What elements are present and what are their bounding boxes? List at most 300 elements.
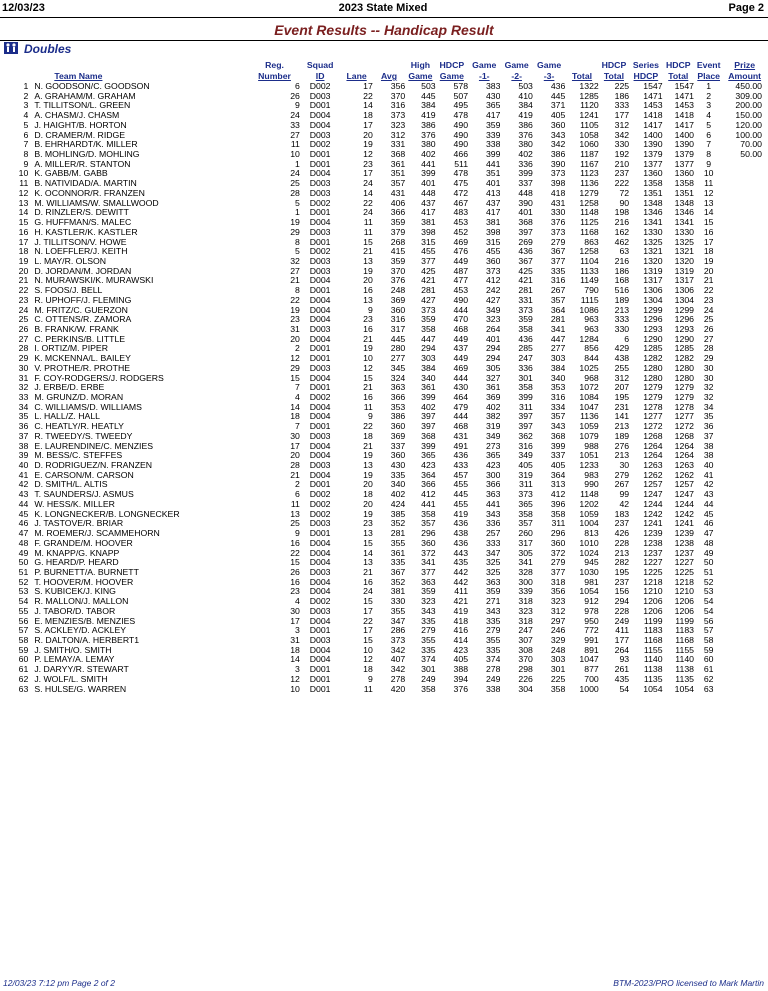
cell-lane: 23 (363, 315, 373, 325)
cell-lane: 20 (363, 499, 373, 509)
cell-event-place: 63 (703, 684, 714, 694)
cell-avg: 431 (390, 188, 406, 198)
cell-series-hdcp: 1377 (643, 159, 663, 169)
cell-reg-number: 5 (295, 198, 300, 208)
cell-high-game: 399 (421, 393, 436, 402)
cell-team-name: M. GRUNZ/D. MORAN (34, 393, 124, 402)
cell-game2: 328 (518, 567, 533, 577)
table-row (4, 82, 766, 92)
cell-event-place: 62 (703, 674, 714, 684)
cell-game1: 343 (485, 509, 501, 519)
cell-high-game: 301 (421, 665, 436, 675)
cell-team-name: C. HEATLY/R. HEATLY (34, 422, 124, 432)
table-row (4, 490, 766, 500)
cell-total: 950 (584, 616, 599, 626)
cell-game1: 381 (485, 218, 501, 228)
table-row (4, 636, 766, 646)
cell-game3: 405 (550, 111, 566, 121)
cell-team-name: A. CHASM/J. CHASM (34, 111, 120, 121)
cell-lane: 19 (363, 509, 373, 519)
table-row (4, 306, 766, 316)
cell-avg: 356 (390, 82, 406, 91)
cell-high-game: 294 (421, 344, 436, 354)
cell-prize-amount (723, 238, 766, 248)
cell-rank: 39 (18, 451, 29, 461)
cell-event-place: 15 (703, 218, 714, 228)
cell-hdcp-total: 162 (614, 227, 630, 237)
cell-prize-amount (723, 519, 766, 529)
cell-game3: 246 (550, 626, 566, 636)
cell-hdcp-total: 237 (614, 519, 630, 529)
cell-total: 863 (584, 237, 599, 247)
cell-squad-id: D004 (309, 295, 331, 305)
cell-high-game: 381 (421, 218, 436, 228)
cell-lane: 13 (363, 461, 373, 471)
table-row (4, 442, 766, 452)
cell-hdcp-total: 342 (614, 130, 630, 140)
cell-game3: 337 (550, 451, 566, 461)
divider (0, 17, 768, 18)
cell-event-place: 29 (703, 354, 714, 364)
cell-hdcp-total: 333 (614, 315, 630, 325)
cell-prize-amount (723, 374, 766, 384)
cell-hdcp-total2: 1140 (675, 655, 694, 665)
cell-squad-id: D004 (309, 645, 331, 655)
cell-high-game: 365 (421, 451, 436, 461)
cell-team-name: R. TWEEDY/S. TWEEDY (34, 431, 133, 441)
cell-hdcp-total: 186 (614, 91, 630, 101)
cell-reg-number: 6 (295, 82, 300, 91)
cell-hdcp-game: 467 (453, 198, 469, 208)
cell-prize-amount (723, 617, 766, 627)
cell-rank: 43 (18, 490, 29, 500)
cell-hdcp-game: 490 (453, 295, 469, 305)
cell-high-game: 374 (421, 655, 436, 665)
cell-hdcp-game: 452 (453, 227, 469, 237)
cell-event-place: 36 (703, 422, 714, 432)
cell-game3: 377 (550, 256, 566, 266)
cell-high-game: 384 (421, 363, 436, 373)
cell-reg-number: 23 (290, 587, 300, 597)
cell-series-hdcp: 1277 (643, 412, 663, 422)
cell-hdcp-game: 449 (453, 354, 469, 364)
cell-total: 1233 (579, 461, 599, 471)
col-series-hdcp: Series (632, 60, 659, 70)
cell-total: 1322 (579, 82, 599, 91)
cell-hdcp-total: 264 (614, 645, 630, 655)
cell-prize-amount (723, 218, 766, 228)
cell-hdcp-game: 472 (453, 188, 469, 198)
cell-prize-amount (723, 646, 766, 656)
cell-reg-number: 23 (290, 315, 300, 325)
cell-hdcp-total: 177 (614, 111, 630, 121)
cell-hdcp-game: 436 (453, 451, 469, 461)
cell-hdcp-game: 449 (453, 256, 469, 266)
cell-prize-amount (723, 471, 766, 481)
cell-event-place: 25 (703, 315, 714, 325)
cell-rank: 36 (18, 422, 29, 432)
cell-prize-amount (723, 257, 766, 267)
table-row (4, 364, 766, 374)
cell-avg: 360 (390, 305, 406, 315)
cell-rank: 22 (18, 286, 29, 296)
table-row (4, 121, 766, 131)
cell-squad-id: D002 (309, 247, 331, 257)
cell-game1: 412 (485, 276, 501, 286)
cell-prize-amount: 120.00 (735, 120, 762, 130)
cell-game2: 323 (518, 606, 533, 616)
cell-total: 1258 (579, 247, 599, 257)
cell-game3: 301 (550, 665, 566, 675)
cell-hdcp-total2: 1135 (675, 674, 694, 684)
cell-series-hdcp: 1210 (643, 587, 663, 597)
cell-prize-amount (723, 587, 766, 597)
cell-series-hdcp: 1227 (643, 558, 663, 568)
cell-total: 991 (584, 635, 599, 645)
cell-game3: 297 (550, 616, 566, 626)
cell-rank: 61 (18, 665, 29, 675)
cell-high-game: 335 (421, 645, 436, 655)
cell-squad-id: D004 (309, 276, 331, 286)
cell-squad-id: D004 (309, 441, 331, 451)
cell-total: 1060 (579, 140, 599, 150)
cell-avg: 280 (390, 344, 406, 354)
table-row (4, 626, 766, 636)
cell-game1: 339 (485, 130, 501, 140)
cell-reg-number: 15 (290, 373, 300, 383)
cell-event-place: 45 (703, 509, 714, 519)
cell-prize-amount: 309.00 (735, 91, 762, 101)
cell-hdcp-total: 333 (614, 101, 630, 111)
cell-total: 945 (584, 558, 599, 568)
table-row (4, 199, 766, 209)
table-row (4, 374, 766, 384)
cell-hdcp-game: 430 (453, 383, 469, 393)
cell-event-place: 48 (703, 538, 714, 548)
cell-total: 1054 (579, 587, 599, 597)
cell-avg: 316 (390, 101, 406, 111)
table-body (4, 82, 766, 694)
cell-game2: 384 (518, 101, 533, 111)
cell-rank: 54 (18, 597, 29, 607)
cell-game3: 312 (550, 606, 566, 616)
cell-team-name: J. TASTOVE/R. BRIAR (34, 519, 124, 529)
cell-hdcp-total: 195 (614, 567, 630, 577)
cell-hdcp-total2: 1346 (674, 208, 694, 218)
cell-high-game: 315 (421, 237, 436, 247)
cell-avg: 355 (390, 606, 406, 616)
cell-hdcp-total2: 1263 (674, 461, 694, 471)
cell-hdcp-total2: 1319 (674, 266, 694, 276)
cell-game3: 323 (550, 597, 566, 607)
cell-hdcp-total2: 1390 (674, 140, 694, 150)
cell-lane: 16 (363, 286, 373, 296)
table-row (4, 335, 766, 345)
event-title: Event Results -- Handicap Result (274, 22, 494, 38)
cell-event-place: 18 (703, 247, 714, 257)
cell-lane: 19 (363, 344, 373, 354)
cell-lane: 18 (363, 490, 373, 500)
cell-rank: 38 (18, 441, 29, 451)
cell-avg: 342 (390, 645, 406, 655)
section-label: Doubles (24, 42, 72, 56)
cell-squad-id: D002 (309, 490, 331, 500)
cell-game3: 316 (550, 393, 566, 402)
cell-hdcp-total2: 1206 (674, 597, 694, 607)
table-row (4, 325, 766, 335)
cell-prize-amount: 200.00 (735, 101, 762, 111)
cell-game3: 358 (550, 509, 566, 519)
cell-event-place: 38 (703, 441, 714, 451)
cell-team-name: B. FRANK/W. FRANK (34, 324, 119, 334)
cell-squad-id: D004 (309, 111, 331, 121)
cell-hdcp-game: 436 (453, 519, 469, 529)
cell-total: 1115 (580, 295, 599, 305)
cell-hdcp-total: 156 (614, 587, 630, 597)
cell-hdcp-total2: 1377 (674, 159, 694, 169)
table-row (4, 267, 766, 277)
cell-lane: 9 (367, 305, 373, 315)
cell-game2: 373 (518, 490, 533, 500)
cell-team-name: M. FRITZ/C. GUERZON (34, 305, 128, 315)
cell-hdcp-game: 444 (453, 412, 469, 422)
cell-hdcp-game: 478 (453, 111, 469, 121)
cell-game3: 398 (550, 179, 566, 189)
cell-game2: 307 (518, 635, 533, 645)
cell-high-game: 343 (421, 606, 436, 616)
cell-hdcp-total2: 1155 (675, 645, 694, 655)
table-row (4, 519, 766, 529)
cell-game2: 373 (518, 305, 533, 315)
cell-high-game: 402 (421, 402, 436, 412)
cell-team-name: D. RINZLER/S. DEWITT (34, 208, 129, 218)
col-hdcp-total-2: Total (603, 71, 624, 81)
section-heading (4, 42, 71, 56)
cell-event-place: 52 (703, 577, 714, 587)
cell-total: 1285 (579, 91, 599, 101)
cell-lane: 15 (363, 237, 373, 247)
cell-hdcp-total2: 1453 (674, 101, 694, 111)
cell-prize-amount (723, 539, 766, 549)
cell-game3: 334 (550, 402, 566, 412)
cell-hdcp-game: 394 (453, 674, 469, 684)
table-row (4, 587, 766, 597)
cell-game3: 353 (550, 383, 566, 393)
cell-game2: 503 (518, 82, 533, 91)
cell-squad-id: D003 (309, 227, 331, 237)
cell-series-hdcp: 1296 (643, 315, 663, 325)
cell-game1: 402 (485, 402, 501, 412)
table-row (4, 655, 766, 665)
cell-series-hdcp: 1320 (643, 256, 663, 266)
cell-game3: 330 (550, 208, 566, 218)
cell-hdcp-game: 469 (453, 363, 469, 373)
cell-squad-id: D003 (309, 324, 331, 334)
cell-squad-id: D002 (309, 140, 331, 150)
cell-rank: 60 (18, 655, 29, 665)
cell-hdcp-total2: 1379 (674, 150, 694, 160)
cell-hdcp-total2: 1206 (674, 606, 694, 616)
cell-squad-id: D004 (309, 373, 331, 383)
cell-total: 877 (584, 665, 599, 675)
cell-series-hdcp: 1453 (643, 101, 663, 111)
cell-hdcp-total: 93 (619, 655, 630, 665)
cell-squad-id: D003 (309, 179, 331, 189)
cell-hdcp-total2: 1268 (674, 431, 694, 441)
cell-high-game: 341 (421, 558, 436, 568)
cell-hdcp-total2: 1299 (674, 305, 694, 315)
cell-total: 988 (584, 441, 599, 451)
cell-game3: 318 (550, 577, 566, 587)
cell-total: 1187 (580, 150, 599, 160)
cell-team-name: S. HULSE/G. WARREN (34, 684, 127, 694)
cell-game1: 319 (485, 422, 501, 432)
cell-lane: 21 (363, 247, 373, 257)
cell-prize-amount (723, 490, 766, 500)
cell-prize-amount (723, 325, 766, 335)
cell-high-game: 363 (421, 577, 436, 587)
cell-reg-number: 33 (290, 120, 300, 130)
cell-squad-id: D004 (309, 470, 331, 480)
cell-event-place: 38 (703, 451, 714, 461)
cell-hdcp-total: 213 (614, 451, 630, 461)
cell-prize-amount (723, 442, 766, 452)
cell-event-place: 23 (703, 295, 714, 305)
cell-rank: 5 (23, 120, 29, 130)
table-row (4, 169, 766, 179)
cell-high-game: 340 (421, 373, 436, 383)
cell-prize-amount (723, 189, 766, 199)
cell-game3: 279 (550, 558, 566, 568)
cell-prize-amount (723, 354, 766, 364)
cell-lane: 18 (363, 111, 373, 121)
cell-game1: 441 (485, 159, 501, 169)
table-row (4, 383, 766, 393)
cell-high-game: 355 (421, 635, 436, 645)
table-row (4, 208, 766, 218)
cell-hdcp-game: 442 (453, 567, 469, 577)
cell-squad-id: D001 (309, 674, 331, 684)
cell-series-hdcp: 1304 (643, 295, 663, 305)
cell-reg-number: 32 (290, 256, 300, 266)
cell-reg-number: 28 (290, 461, 300, 471)
cell-high-game: 417 (421, 208, 436, 218)
cell-game3: 447 (550, 334, 566, 344)
cell-squad-id: D004 (309, 538, 331, 548)
cell-high-game: 360 (421, 538, 436, 548)
cell-event-place: 11 (704, 179, 714, 189)
cell-event-place: 27 (703, 334, 714, 344)
cell-game2: 362 (518, 431, 533, 441)
cell-total: 1148 (580, 490, 599, 500)
cell-total: 1104 (580, 256, 599, 266)
cell-avg: 368 (390, 150, 406, 160)
cell-hdcp-total: 213 (614, 422, 630, 432)
cell-hdcp-game: 411 (454, 587, 469, 597)
cell-high-game: 399 (421, 169, 436, 179)
cell-avg: 381 (390, 587, 406, 597)
cell-game1: 417 (485, 111, 501, 121)
cell-rank: 44 (18, 499, 29, 509)
cell-total: 1030 (579, 567, 599, 577)
cell-team-name: P. BURNETT/A. BURNETT (34, 567, 139, 577)
cell-team-name: H. KASTLER/K. KASTLER (34, 227, 138, 237)
cell-hdcp-total2: 1290 (674, 334, 694, 344)
cell-event-place: 19 (703, 256, 714, 266)
cell-hdcp-total2: 1417 (674, 120, 694, 130)
cell-series-hdcp: 1264 (643, 451, 663, 461)
cell-game2: 298 (518, 665, 533, 675)
cell-game3: 340 (550, 373, 566, 383)
cell-avg: 376 (390, 276, 406, 286)
cell-high-game: 398 (421, 227, 436, 237)
cell-total: 1058 (579, 130, 599, 140)
cell-squad-id: D003 (309, 266, 331, 276)
cell-rank: 47 (18, 529, 29, 539)
table-row (4, 354, 766, 364)
table-row (4, 578, 766, 588)
cell-hdcp-total2: 1280 (674, 363, 694, 373)
table-row (4, 685, 766, 695)
cell-game3: 367 (550, 247, 566, 257)
cell-game1: 264 (485, 324, 501, 334)
cell-avg: 424 (390, 499, 406, 509)
cell-total: 990 (584, 480, 599, 490)
cell-game2: 337 (518, 179, 533, 189)
cell-squad-id: D002 (309, 393, 331, 402)
cell-prize-amount (723, 179, 766, 189)
cell-lane: 20 (363, 480, 373, 490)
cell-event-place: 43 (703, 490, 714, 500)
cell-game2: 401 (518, 208, 533, 218)
cell-hdcp-total: 462 (614, 237, 630, 247)
cell-team-name: N. LOEFFLER/J. KEITH (34, 247, 128, 257)
cell-series-hdcp: 1379 (643, 150, 663, 160)
cell-reg-number: 20 (290, 451, 300, 461)
cell-series-hdcp: 1547 (643, 82, 663, 91)
cell-series-hdcp: 1199 (643, 616, 663, 626)
cell-team-name: V. PROTHE/R. PROTHE (34, 363, 131, 373)
cell-series-hdcp: 1306 (643, 286, 663, 296)
cell-hdcp-total2: 1418 (674, 111, 694, 121)
table-row (4, 218, 766, 228)
cell-high-game: 401 (421, 179, 436, 189)
cell-hdcp-game: 470 (453, 315, 469, 325)
cell-hdcp-total: 312 (614, 120, 630, 130)
table-row (4, 500, 766, 510)
cell-total: 1072 (579, 383, 599, 393)
cell-series-hdcp: 1242 (643, 509, 663, 519)
cell-reg-number: 24 (290, 169, 300, 179)
cell-lane: 19 (363, 140, 373, 150)
cell-high-game: 357 (421, 519, 436, 529)
cell-squad-id: D001 (309, 626, 331, 636)
cell-rank: 59 (18, 645, 29, 655)
cell-game3: 313 (550, 480, 566, 490)
cell-high-game: 281 (421, 286, 436, 296)
cell-rank: 12 (18, 188, 29, 198)
cell-series-hdcp: 1348 (643, 198, 663, 208)
cell-series-hdcp: 1280 (643, 373, 663, 383)
cell-high-game: 373 (421, 305, 436, 315)
cell-total: 790 (584, 286, 599, 296)
cell-lane: 21 (363, 441, 373, 451)
cell-hdcp-game: 444 (453, 373, 469, 383)
cell-high-game: 421 (421, 276, 436, 286)
table-row (4, 597, 766, 607)
cell-lane: 14 (363, 548, 373, 558)
cell-squad-id: D002 (309, 499, 331, 509)
